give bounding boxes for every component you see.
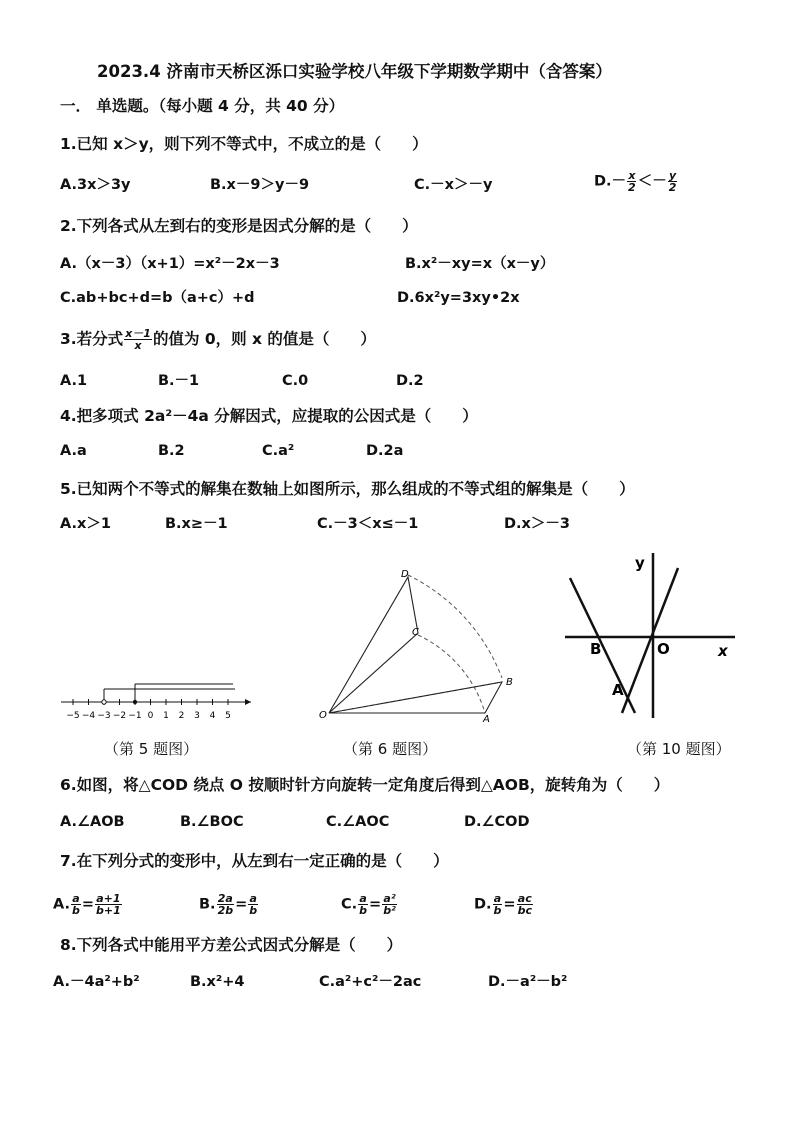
figure-10-lines <box>560 548 740 728</box>
q3-option-d[interactable]: D.2 <box>396 373 424 389</box>
fig5-tick-label: 2 <box>178 711 185 721</box>
figure-6-rotation <box>315 565 525 725</box>
q5-option-d[interactable]: D.x＞－3 <box>504 516 570 532</box>
q1-option-a[interactable]: A.3x＞3y <box>60 177 131 193</box>
fig6-label-c: C <box>412 627 419 638</box>
fig5-tick-label: 3 <box>194 711 200 721</box>
q2-option-c[interactable]: C.ab+bc+d=b（a+c）+d <box>60 290 255 306</box>
q8-option-c[interactable]: C.a²+c²－2ac <box>319 974 422 990</box>
q3-frac: $\frac{x-1}{x}$ <box>125 327 151 352</box>
question-5-stem: 5.已知两个不等式的解集在数轴上如图所示，那么组成的不等式组的解集是（ ） <box>60 480 635 498</box>
fig5-tick-label: 0 <box>147 711 154 721</box>
question-2-stem: 2.下列各式从左到右的变形是因式分解的是（ ） <box>60 217 418 235</box>
fig6-label-o: O <box>319 710 327 721</box>
q1-option-b[interactable]: B.x－9＞y－9 <box>210 177 310 193</box>
q3-option-c[interactable]: C.0 <box>282 373 309 389</box>
fig10-label-b: B <box>590 640 602 658</box>
figure-5-caption: （第 5 题图） <box>104 740 199 758</box>
q2-option-a[interactable]: A.（x－3）（x+1）=x²－2x－3 <box>60 256 280 272</box>
q4-option-c[interactable]: C.a² <box>262 443 295 459</box>
q1-d-prefix: D.－ <box>594 173 627 190</box>
figure-6-caption: （第 6 题图） <box>343 740 438 758</box>
q4-option-b[interactable]: B.2 <box>158 443 185 459</box>
q1-d-frac-2: $\frac{y}{2}$ <box>668 169 677 194</box>
page-title: 2023.4 济南市天桥区泺口实验学校八年级下学期数学期中（含答案） <box>97 62 612 81</box>
fig5-tick-label: −3 <box>97 711 111 721</box>
q8-option-b[interactable]: B.x²+4 <box>190 974 245 990</box>
fig5-tick-label: −4 <box>81 711 96 721</box>
fig6-label-d: D <box>401 569 409 580</box>
q5-option-b[interactable]: B.x≥－1 <box>165 516 228 532</box>
question-4-stem: 4.把多项式 2a²－4a 分解因式，应提取的公因式是（ ） <box>60 407 478 425</box>
fig10-label-x: x <box>718 642 728 660</box>
q1-option-d[interactable] <box>594 170 678 193</box>
fig5-tick-label: −1 <box>128 711 142 721</box>
q6-option-d[interactable]: D.∠COD <box>464 814 530 830</box>
fig5-tick-label: 1 <box>163 711 169 721</box>
question-3-stem: 3.若分式 $\frac{x-1}{x}$ 的值为 0，则 x 的值是（ ） <box>60 327 376 352</box>
q7-option-a[interactable]: A. $\frac{a}{b}$ = $\frac{a+1}{b+1}$ <box>53 892 121 917</box>
q7-option-b[interactable]: B. $\frac{2a}{2b}$ = $\frac{a}{b}$ <box>199 892 258 917</box>
q3-option-a[interactable]: A.1 <box>60 373 88 389</box>
fig10-label-a: A <box>612 681 624 699</box>
figure-5-number-line <box>55 675 255 725</box>
q1-option-c[interactable]: C.－x＞－y <box>414 177 493 193</box>
q2-option-d[interactable]: D.6x²y=3xy•2x <box>397 290 520 306</box>
fig5-tick-label: 5 <box>225 711 231 721</box>
q4-option-a[interactable]: A.a <box>60 443 87 459</box>
fig5-tick-label: −5 <box>66 711 80 721</box>
q1-d-mid: ＜－ <box>637 173 667 190</box>
fig10-label-o: O <box>657 640 670 658</box>
fig6-label-b: B <box>506 677 513 688</box>
q1-d-frac-1: $\frac{x}{2}$ <box>628 169 636 194</box>
q6-option-a[interactable]: A.∠AOB <box>60 814 125 830</box>
fig10-label-y: y <box>635 554 645 572</box>
section-heading: 一． 单选题。（每小题 4 分，共 40 分） <box>60 97 345 115</box>
figure-10-caption: （第 10 题图） <box>627 740 731 758</box>
q6-option-c[interactable]: C.∠AOC <box>326 814 390 830</box>
q5-option-a[interactable]: A.x＞1 <box>60 516 111 532</box>
q5-option-c[interactable]: C.－3＜x≤－1 <box>317 516 419 532</box>
q7-option-d[interactable]: D. $\frac{a}{b}$ = $\frac{ac}{bc}$ <box>474 892 532 917</box>
q6-option-b[interactable]: B.∠BOC <box>180 814 244 830</box>
fig5-tick-label: 4 <box>209 711 216 721</box>
fig5-tick-label: −2 <box>112 711 127 721</box>
q3-option-b[interactable]: B.－1 <box>158 373 200 389</box>
q2-option-b[interactable]: B.x²－xy=x（x－y） <box>405 256 555 272</box>
question-1-stem: 1.已知 x＞y，则下列不等式中，不成立的是（ ） <box>60 135 428 153</box>
question-6-stem: 6.如图，将△COD 绕点 O 按顺时针方向旋转一定角度后得到△AOB，旋转角为（ ） <box>60 776 670 794</box>
q7-option-c[interactable]: C. $\frac{a}{b}$ = $\frac{\text{a²}}{\text{b²}}$ <box>341 892 396 917</box>
question-7-stem: 7.在下列分式的变形中，从左到右一定正确的是（ ） <box>60 852 449 870</box>
fig6-label-a: A <box>483 714 490 725</box>
question-8-stem: 8.下列各式中能用平方差公式因式分解是（ ） <box>60 936 403 954</box>
q8-option-a[interactable]: A.－4a²+b² <box>53 974 140 990</box>
q4-option-d[interactable]: D.2a <box>366 443 404 459</box>
q8-option-d[interactable]: D.－a²－b² <box>488 974 568 990</box>
